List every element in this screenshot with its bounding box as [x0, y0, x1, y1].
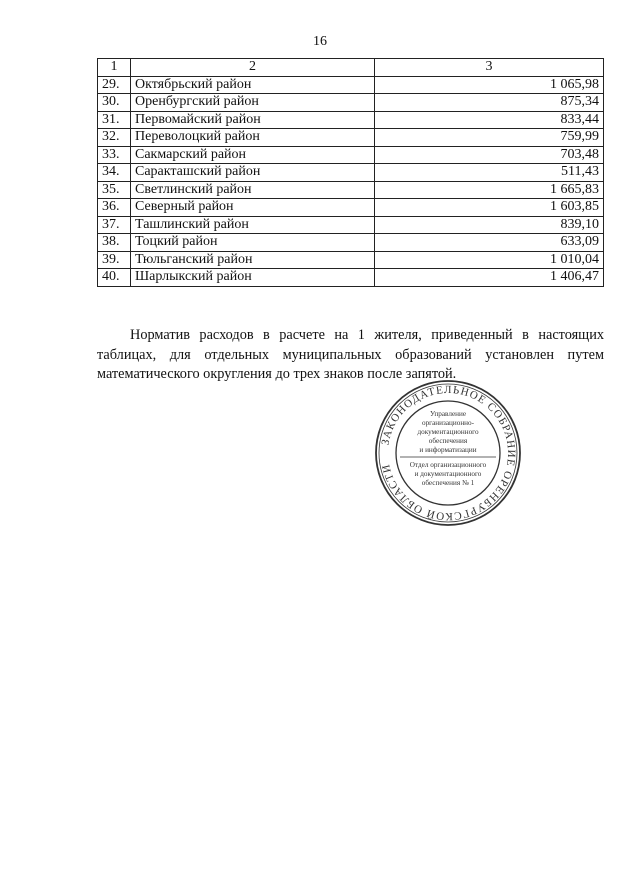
stamp-line: организационно- — [421, 419, 475, 427]
row-number: 33. — [98, 146, 131, 164]
table-row — [98, 251, 604, 269]
district-name: Тюльганский район — [131, 251, 375, 269]
stamp-line: и документационного — [414, 470, 482, 478]
stamp-line: обеспечения № 1 — [421, 479, 475, 487]
stamp-outer-text: ЗАКОНОДАТЕЛЬНОЕ СОБРАНИЕ ОРЕНБУРГСКОЙ ОБЛАСТИ — [379, 383, 518, 523]
stamp-line: Отдел организационного — [409, 461, 487, 469]
row-number: 37. — [98, 216, 131, 234]
district-name: Первомайский район — [131, 111, 375, 129]
norm-value: 1 065,98 — [375, 76, 604, 94]
norm-value: 1 603,85 — [375, 199, 604, 217]
district-name: Саракташский район — [131, 164, 375, 182]
district-name: Ташлинский район — [131, 216, 375, 234]
district-name: Северный район — [131, 199, 375, 217]
district-name: Светлинский район — [131, 181, 375, 199]
page-number: 16 — [313, 34, 327, 49]
norm-value: 1 665,83 — [375, 181, 604, 199]
table-row — [98, 94, 604, 112]
norm-value: 1 406,47 — [375, 269, 604, 287]
district-name: Сакмарский район — [131, 146, 375, 164]
district-name: Тоцкий район — [131, 234, 375, 252]
table-row — [98, 164, 604, 182]
table-header-row — [98, 59, 604, 77]
district-name: Шарлыкский район — [131, 269, 375, 287]
norm-value: 875,34 — [375, 94, 604, 112]
norm-value: 511,43 — [375, 164, 604, 182]
header-cell-3: 3 — [375, 59, 604, 77]
table-row — [98, 199, 604, 217]
district-name: Октябрьский район — [131, 76, 375, 94]
norm-value: 1 010,04 — [375, 251, 604, 269]
norm-value: 703,48 — [375, 146, 604, 164]
row-number: 38. — [98, 234, 131, 252]
stamp-line: Управление — [429, 410, 467, 418]
stamp-line: документационного — [417, 428, 479, 436]
row-number: 40. — [98, 269, 131, 287]
table-row — [98, 111, 604, 129]
row-number: 32. — [98, 129, 131, 147]
table-row — [98, 129, 604, 147]
table-row — [98, 234, 604, 252]
table-row — [98, 181, 604, 199]
norm-value: 633,09 — [375, 234, 604, 252]
row-number: 31. — [98, 111, 131, 129]
table-row — [98, 76, 604, 94]
row-number: 34. — [98, 164, 131, 182]
row-number: 30. — [98, 94, 131, 112]
district-name: Переволоцкий район — [131, 129, 375, 147]
row-number: 29. — [98, 76, 131, 94]
table-row — [98, 216, 604, 234]
table-body — [98, 59, 604, 287]
norm-value: 833,44 — [375, 111, 604, 129]
header-cell-1: 1 — [98, 59, 131, 77]
explanatory-note: Норматив расходов в расчете на 1 жителя, приведенный в настоящих таблицах, для отдельных муниципальных образований установлен путем математического округления до трех знаков после запятой. — [97, 327, 604, 382]
row-number: 36. — [98, 199, 131, 217]
row-number: 39. — [98, 251, 131, 269]
norm-value: 839,10 — [375, 216, 604, 234]
stamp-line: обеспечения — [428, 437, 468, 445]
table-row — [98, 146, 604, 164]
district-name: Оренбургский район — [131, 94, 375, 112]
table-row — [98, 269, 604, 287]
district-norms-table — [97, 58, 604, 287]
norm-value: 759,99 — [375, 129, 604, 147]
header-cell-2: 2 — [131, 59, 375, 77]
row-number: 35. — [98, 181, 131, 199]
official-stamp-icon — [373, 378, 523, 528]
stamp-line: и информатизации — [419, 446, 477, 454]
